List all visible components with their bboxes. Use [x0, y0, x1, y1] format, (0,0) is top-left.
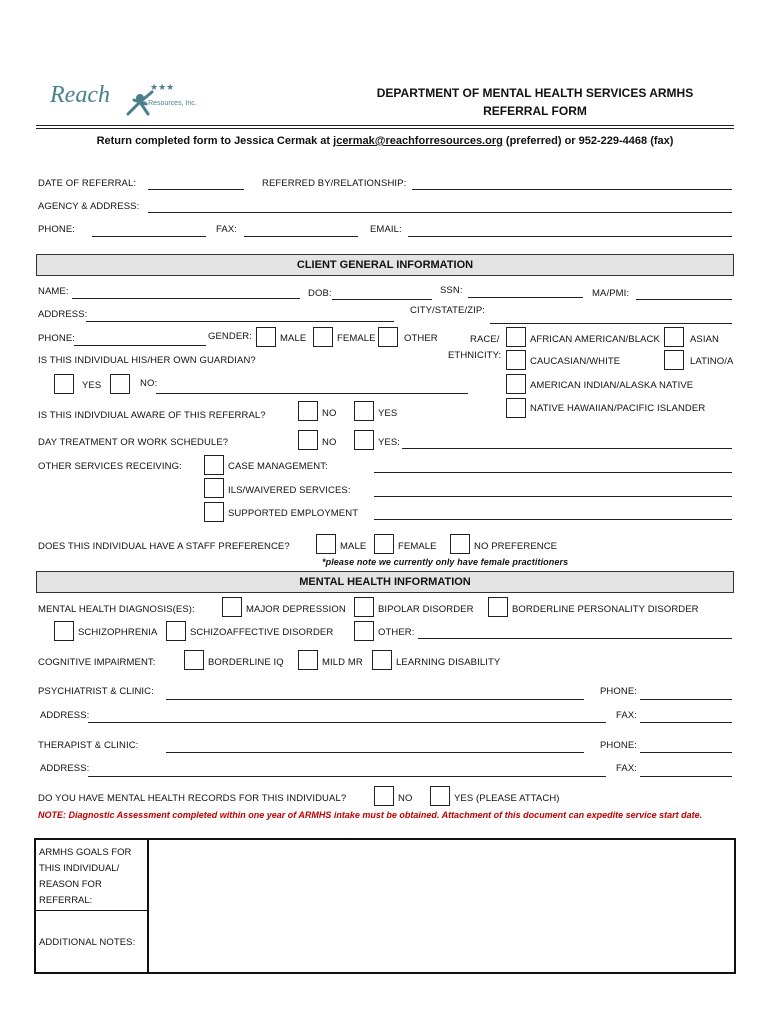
day-treatment-yes-label: YES: [378, 437, 401, 448]
learning-disability-checkbox[interactable] [372, 650, 392, 670]
aware-yes-label: YES [378, 408, 398, 419]
referral-email-field[interactable] [408, 236, 732, 237]
therapist-fax-label: FAX: [616, 763, 637, 774]
borderline-pd-checkbox[interactable] [488, 597, 508, 617]
race-label: RACE/ [470, 334, 500, 345]
diagnosis-other-label: OTHER: [378, 627, 415, 638]
ils-label: ILS/WAIVERED SERVICES: [228, 485, 351, 496]
psychiatrist-address-label: ADDRESS: [40, 710, 90, 721]
race-hawaiian-checkbox[interactable] [506, 398, 526, 418]
goals-label: ARMHS GOALS FOR THIS INDIVIDUAL/ REASON FOR REFERRAL: [39, 847, 132, 906]
schizoaffective-checkbox[interactable] [166, 621, 186, 641]
staff-pref-none-checkbox[interactable] [450, 534, 470, 554]
dob-field[interactable] [332, 299, 432, 300]
day-treatment-no-checkbox[interactable] [298, 430, 318, 450]
client-address-label: ADDRESS: [38, 309, 88, 320]
case-management-label: CASE MANAGEMENT: [228, 461, 328, 472]
staff-pref-female-label: FEMALE [398, 541, 437, 552]
client-info-section-header: CLIENT GENERAL INFORMATION [36, 254, 734, 276]
major-depression-checkbox[interactable] [222, 597, 242, 617]
race-caucasian-label: CAUCASIAN/WHITE [530, 356, 621, 367]
day-treatment-question: DAY TREATMENT OR WORK SCHEDULE? [38, 437, 229, 448]
guardian-no-label: NO: [140, 378, 158, 389]
day-treatment-yes-checkbox[interactable] [354, 430, 374, 450]
diagnosis-other-checkbox[interactable] [354, 621, 374, 641]
supported-employment-checkbox[interactable] [204, 502, 224, 522]
supported-employment-label: SUPPORTED EMPLOYMENT [228, 508, 359, 519]
cognitive-label: COGNITIVE IMPAIRMENT: [38, 657, 156, 668]
staff-pref-none-label: NO PREFERENCE [474, 541, 558, 552]
case-management-checkbox[interactable] [204, 455, 224, 475]
additional-notes-label: ADDITIONAL NOTES: [39, 937, 136, 948]
agency-address-field[interactable] [148, 212, 732, 213]
diagnosis-label: MENTAL HEALTH DIAGNOSIS(ES): [38, 604, 195, 615]
referral-fax-field[interactable] [244, 236, 358, 237]
goals-divider-vertical [147, 840, 149, 972]
records-no-checkbox[interactable] [374, 786, 394, 806]
ssn-field[interactable] [468, 297, 583, 298]
referred-by-field[interactable] [412, 189, 732, 190]
svg-text:★★★: ★★★ [150, 82, 175, 92]
aware-yes-checkbox[interactable] [354, 401, 374, 421]
referred-by-label: REFERRED BY/RELATIONSHIP: [262, 178, 407, 189]
major-depression-label: MAJOR DEPRESSION [246, 604, 346, 615]
guardian-no-field[interactable] [156, 393, 468, 394]
diagnostic-note: NOTE: Diagnostic Assessment completed within one year of ARMHS intake must be obtained. Attachment of this document can expedite service start date. [38, 810, 703, 820]
psychiatrist-field[interactable] [166, 699, 584, 700]
therapist-address-field[interactable] [88, 776, 606, 777]
psychiatrist-fax-label: FAX: [616, 710, 637, 721]
bipolar-checkbox[interactable] [354, 597, 374, 617]
race-latino-label: LATINO/A [690, 356, 734, 367]
schizophrenia-checkbox[interactable] [54, 621, 74, 641]
therapist-phone-field[interactable] [640, 752, 732, 753]
header-rule [36, 125, 734, 129]
star-figure-icon [120, 78, 175, 118]
borderline-pd-label: BORDERLINE PERSONALITY DISORDER [512, 604, 699, 615]
client-address-field[interactable] [86, 321, 394, 322]
date-of-referral-field[interactable] [148, 189, 244, 190]
records-question: DO YOU HAVE MENTAL HEALTH RECORDS FOR THIS INDIVIDUAL? [38, 793, 347, 804]
psychiatrist-phone-label: PHONE: [600, 686, 638, 697]
therapist-address-label: ADDRESS: [40, 763, 90, 774]
staff-pref-female-checkbox[interactable] [374, 534, 394, 554]
guardian-yes-checkbox[interactable] [54, 374, 74, 394]
goals-text-area[interactable] [150, 841, 733, 971]
psychiatrist-fax-field[interactable] [640, 722, 732, 723]
schizoaffective-label: SCHIZOAFFECTIVE DISORDER [190, 627, 334, 638]
race-asian-label: ASIAN [690, 334, 720, 345]
aware-no-checkbox[interactable] [298, 401, 318, 421]
diagnosis-other-field[interactable] [418, 638, 732, 639]
race-hawaiian-label: NATIVE HAWAIIAN/PACIFIC ISLANDER [530, 403, 706, 414]
referral-phone-field[interactable] [92, 236, 206, 237]
learning-disability-label: LEARNING DISABILITY [396, 657, 501, 668]
therapist-phone-label: PHONE: [600, 740, 638, 751]
mental-health-section-header: MENTAL HEALTH INFORMATION [36, 571, 734, 593]
race-african-american-label: AFRICAN AMERICAN/BLACK [530, 334, 660, 345]
mapmi-field[interactable] [636, 299, 732, 300]
gender-female-label: FEMALE [337, 333, 376, 344]
gender-male-checkbox[interactable] [256, 327, 276, 347]
therapist-fax-field[interactable] [640, 776, 732, 777]
form-title-line2: REFERRAL FORM [483, 104, 587, 118]
gender-male-label: MALE [280, 333, 307, 344]
logo [48, 78, 218, 124]
aware-question: IS THIS INDIVDIUAL AWARE OF THIS REFERRAL? [38, 410, 266, 421]
psychiatrist-phone-field[interactable] [640, 699, 732, 700]
guardian-yes-label: YES [82, 380, 102, 391]
staff-pref-note: *please note we currently only have female practitioners [322, 557, 569, 567]
staff-pref-male-label: MALE [340, 541, 367, 552]
dob-label: DOB: [308, 288, 332, 299]
client-name-label: NAME: [38, 286, 69, 297]
aware-no-label: NO [322, 408, 337, 419]
race-latino-checkbox[interactable] [664, 350, 684, 370]
form-title-line1: DEPARTMENT OF MENTAL HEALTH SERVICES ARMHS [376, 86, 694, 100]
race-asian-checkbox[interactable] [664, 327, 684, 347]
schizophrenia-label: SCHIZOPHRENIA [78, 627, 158, 638]
records-no-label: NO [398, 793, 413, 804]
borderline-iq-checkbox[interactable] [184, 650, 204, 670]
city-state-zip-field[interactable] [490, 323, 732, 324]
bipolar-label: BIPOLAR DISORDER [378, 604, 474, 615]
guardian-no-checkbox[interactable] [110, 374, 130, 394]
client-phone-label: PHONE: [38, 333, 76, 344]
race-american-indian-label: AMERICAN INDIAN/ALASKA NATIVE [530, 380, 694, 391]
gender-other-label: OTHER [404, 333, 438, 344]
referral-email-label: EMAIL: [370, 224, 402, 235]
therapist-field[interactable] [166, 752, 584, 753]
other-services-label: OTHER SERVICES RECEIVING: [38, 461, 182, 472]
mapmi-label: MA/PMI: [592, 288, 630, 299]
records-yes-checkbox[interactable] [430, 786, 450, 806]
return-instructions: Return completed form to Jessica Cermak at jcermak@reachforresources.org (preferred) or 952-229-4468 (fax) [96, 135, 674, 147]
therapist-label: THERAPIST & CLINIC: [38, 740, 139, 751]
psychiatrist-address-field[interactable] [88, 722, 606, 723]
ssn-label: SSN: [440, 285, 463, 296]
agency-address-label: AGENCY & ADDRESS: [38, 201, 140, 212]
supported-employment-field[interactable] [374, 519, 732, 520]
records-yes-label: YES (PLEASE ATTACH) [454, 793, 560, 804]
client-name-field[interactable] [72, 298, 300, 299]
date-of-referral-label: DATE OF REFERRAL: [38, 178, 137, 189]
gender-label: GENDER: [208, 331, 252, 342]
gender-other-checkbox[interactable] [378, 327, 398, 347]
goals-divider-horizontal [36, 910, 148, 911]
return-email-link[interactable]: jcermak@reachforresources.org [333, 135, 503, 147]
referral-phone-label: PHONE: [38, 224, 76, 235]
ethnicity-label: ETHNICITY: [448, 350, 502, 361]
logo-wordmark: Reach [50, 82, 110, 108]
mild-mr-checkbox[interactable] [298, 650, 318, 670]
mild-mr-label: MILD MR [322, 657, 363, 668]
psychiatrist-label: PSYCHIATRIST & CLINIC: [38, 686, 154, 697]
race-american-indian-checkbox[interactable] [506, 374, 526, 394]
day-treatment-no-label: NO [322, 437, 337, 448]
case-management-field[interactable] [374, 472, 732, 473]
ils-checkbox[interactable] [204, 478, 224, 498]
referral-fax-label: FAX: [216, 224, 237, 235]
day-treatment-field[interactable] [402, 448, 732, 449]
ils-field[interactable] [374, 496, 732, 497]
city-state-zip-label: CITY/STATE/ZIP: [410, 305, 486, 316]
guardian-question: IS THIS INDIVIDUAL HIS/HER OWN GUARDIAN? [38, 355, 256, 366]
staff-pref-male-checkbox[interactable] [316, 534, 336, 554]
client-phone-field[interactable] [74, 345, 206, 346]
race-caucasian-checkbox[interactable] [506, 350, 526, 370]
logo-tagline: for Resources, Inc. [138, 100, 197, 107]
gender-female-checkbox[interactable] [313, 327, 333, 347]
race-african-american-checkbox[interactable] [506, 327, 526, 347]
staff-preference-question: DOES THIS INDIVIDUAL HAVE A STAFF PREFERENCE? [38, 541, 290, 552]
borderline-iq-label: BORDERLINE IQ [208, 657, 284, 668]
